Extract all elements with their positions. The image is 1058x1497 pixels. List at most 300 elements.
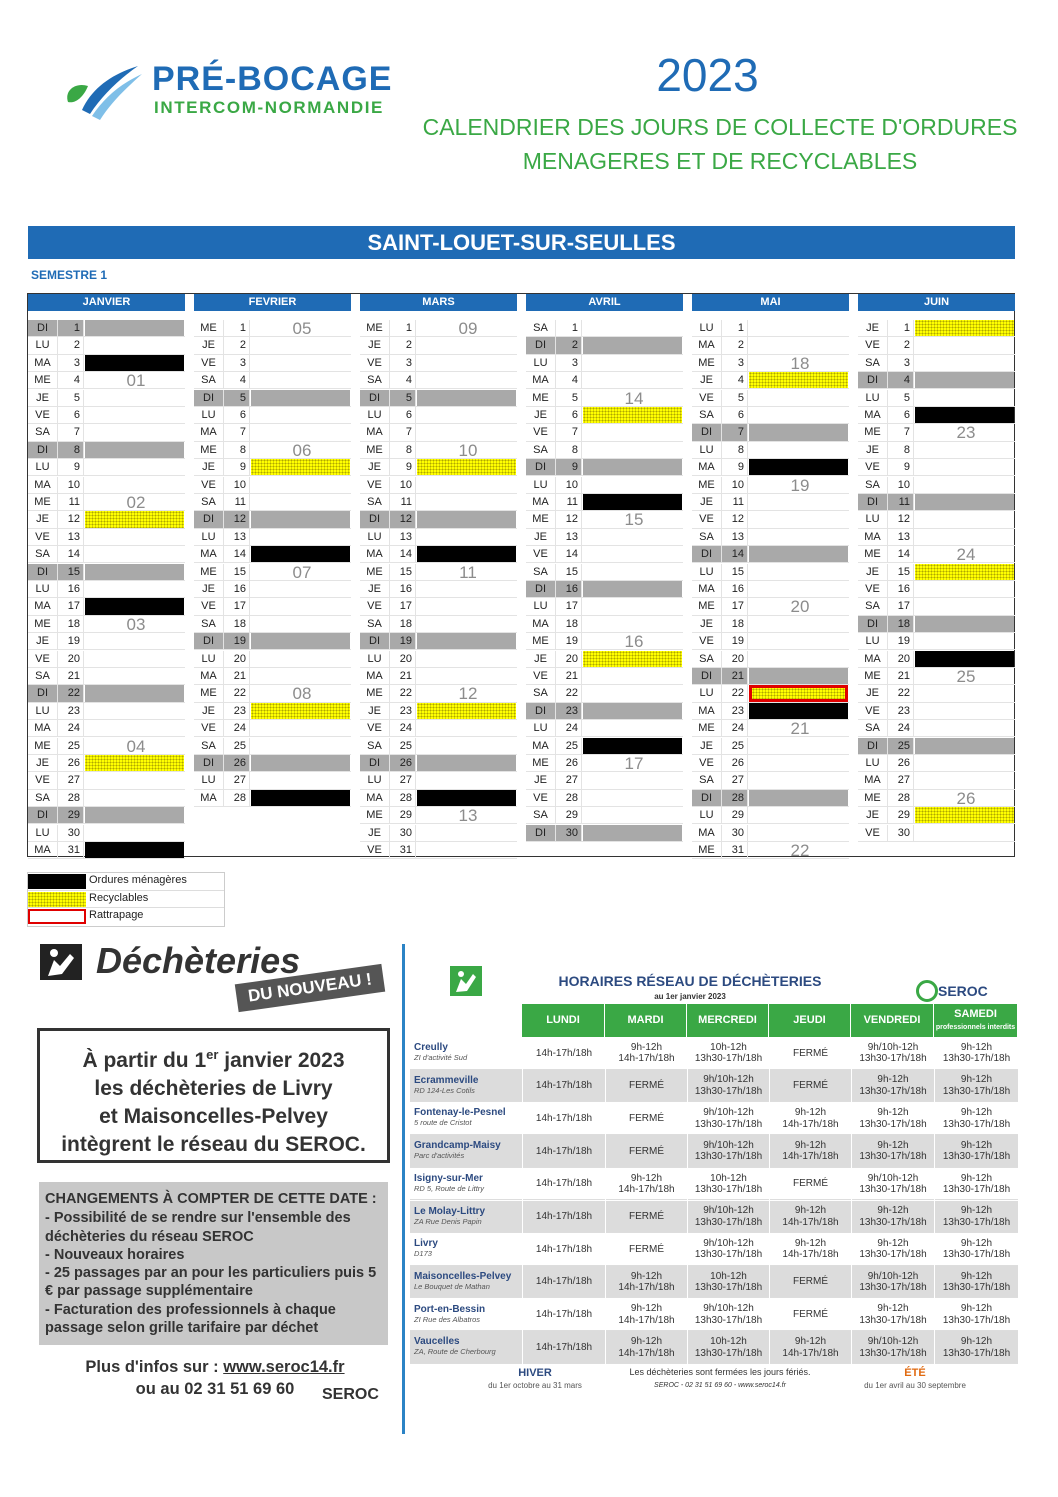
day-number: 20 — [390, 651, 416, 667]
legend-label: Rattrapage — [89, 909, 144, 921]
day-name: DI — [28, 442, 58, 458]
collection-slot — [749, 372, 848, 388]
collection-slot — [417, 424, 516, 440]
collection-slot — [583, 442, 682, 458]
changes-heading: CHANGEMENTS À COMPTER DE CETTE DATE : — [45, 1191, 377, 1207]
opening-hours-cell: 9h/10h-12h 13h30-17h/18h — [687, 1201, 769, 1234]
day-number: 9 — [224, 459, 250, 475]
day-number: 31 — [390, 842, 416, 858]
day-name: DI — [692, 668, 722, 684]
calendar-day — [194, 529, 351, 546]
month-header: JANVIER — [28, 294, 185, 311]
collection-slot — [583, 825, 682, 841]
opening-hours-cell: 9h-12h 14h-17h/18h — [605, 1037, 687, 1070]
opening-hours-cell: 9h-12h 13h30-17h/18h — [934, 1266, 1018, 1299]
calendar-day — [526, 477, 683, 494]
site-cell — [414, 1304, 522, 1324]
calendar-day — [194, 477, 351, 494]
calendar-day — [194, 494, 351, 511]
calendar-day — [28, 337, 185, 354]
collection-slot — [749, 703, 848, 719]
day-number: 30 — [722, 825, 748, 841]
calendar-day — [692, 424, 849, 441]
day-number: 16 — [224, 581, 250, 597]
legend-label: Recyclables — [89, 891, 149, 904]
calendar-day — [858, 564, 1015, 581]
day-name: ME — [692, 598, 722, 614]
day-number: 21 — [722, 668, 748, 684]
day-number: 12 — [390, 511, 416, 527]
calendar-day — [692, 511, 849, 528]
day-number: 20 — [58, 651, 84, 667]
day-number: 2 — [390, 337, 416, 353]
calendar-day — [28, 546, 185, 563]
day-name: VE — [28, 651, 58, 667]
day-number: 17 — [888, 598, 914, 614]
day-number: 22 — [390, 685, 416, 701]
day-name: VE — [858, 459, 888, 475]
page-title-line-2: MENAGERES ET DE RECYCLABLES — [522, 148, 918, 174]
day-name: JE — [858, 442, 888, 458]
site-address: 5 route de Cristot — [414, 1118, 472, 1128]
opening-hours-cell: 9h-12h 14h-17h/18h — [769, 1331, 851, 1364]
day-name: LU — [526, 355, 556, 371]
calendar-day — [28, 355, 185, 372]
day-number: 23 — [888, 703, 914, 719]
day-name: SA — [526, 807, 556, 823]
day-name: ME — [858, 424, 888, 440]
collection-slot — [251, 511, 350, 527]
day-number: 28 — [888, 790, 914, 806]
collection-slot — [85, 790, 184, 806]
collection-slot — [583, 720, 682, 736]
site-name: Creully — [414, 1042, 448, 1053]
collection-slot — [583, 807, 682, 823]
calendar-day — [28, 807, 185, 824]
day-name: ME — [28, 738, 58, 754]
site-address: ZA Rue Denis Papin — [414, 1216, 482, 1226]
day-number: 11 — [390, 494, 416, 510]
site-name: Fontenay-le-Pesnel — [414, 1107, 506, 1119]
collection-slot — [85, 842, 184, 858]
opening-hours-cell: 10h-12h 13h30-17h/18h — [687, 1266, 769, 1299]
day-number: 25 — [224, 738, 250, 754]
collection-slot — [749, 337, 848, 353]
calendar-day — [194, 616, 351, 633]
week-number: 25 — [956, 667, 976, 686]
day-number: 16 — [888, 581, 914, 597]
calendar-day — [360, 842, 517, 859]
opening-hours-cell: 9h/10h-12h 13h30-17h/18h — [687, 1299, 769, 1332]
day-name: DI — [28, 564, 58, 580]
legend-item — [28, 908, 224, 926]
day-number: 16 — [58, 581, 84, 597]
calendar-day — [28, 703, 185, 720]
calendar-day — [526, 529, 683, 546]
calendar-day — [526, 442, 683, 459]
day-number: 23 — [58, 703, 84, 719]
day-number: 8 — [888, 442, 914, 458]
day-name: VE — [858, 825, 888, 841]
calendar-day — [526, 320, 683, 337]
calendar-day — [526, 703, 683, 720]
day-name: LU — [692, 564, 722, 580]
day-number: 26 — [722, 755, 748, 771]
day-name: MA — [360, 546, 390, 562]
day-number: 14 — [58, 546, 84, 562]
site-address: RD 124-Les Cotils — [414, 1085, 475, 1095]
week-number: 23 — [956, 423, 976, 443]
calendar-day — [858, 494, 1015, 511]
calendar-day — [28, 633, 185, 650]
day-name: MA — [194, 790, 224, 806]
opening-hours-cell: FERMÉ — [769, 1266, 851, 1299]
day-number: 31 — [722, 842, 748, 858]
calendar-day — [194, 668, 351, 685]
collection-slot — [749, 546, 848, 562]
collection-slot — [749, 633, 848, 649]
day-number: 6 — [556, 407, 582, 423]
opening-hours-cell: 9h/10h-12h 13h30-17h/18h — [851, 1331, 934, 1364]
calendar-day — [360, 598, 517, 615]
collection-slot — [251, 651, 350, 667]
calendar-day — [858, 407, 1015, 424]
day-name: MA — [692, 337, 722, 353]
calendar-day — [360, 494, 517, 511]
day-number: 19 — [58, 633, 84, 649]
collection-slot — [583, 651, 682, 667]
day-name: JE — [360, 825, 390, 841]
day-number: 6 — [224, 407, 250, 423]
day-number: 5 — [888, 390, 914, 406]
site-name: Le Molay-Littry — [414, 1205, 486, 1217]
site-name: Grandcamp-Maisy — [414, 1140, 501, 1152]
day-number: 7 — [390, 424, 416, 440]
collection-slot — [915, 720, 1014, 736]
calendar-day — [360, 790, 517, 807]
day-number: 28 — [58, 790, 84, 806]
table-row — [410, 1102, 1018, 1135]
collection-slot — [915, 390, 1014, 406]
calendar-day — [526, 616, 683, 633]
day-name: DI — [194, 755, 224, 771]
opening-hours-cell: 14h-17h/18h — [522, 1070, 605, 1103]
calendar-day — [526, 807, 683, 824]
day-name: MA — [28, 842, 58, 858]
opening-hours-cell: FERMÉ — [769, 1037, 851, 1070]
collection-slot — [583, 790, 682, 806]
calendar-day — [692, 372, 849, 389]
day-name: LU — [858, 390, 888, 406]
day-number: 5 — [224, 390, 250, 406]
day-number: 10 — [58, 477, 84, 493]
month-header: FEVRIER — [194, 294, 351, 311]
day-number: 7 — [722, 424, 748, 440]
notice-line-4: intègrent le réseau du SEROC. — [61, 1133, 366, 1156]
site-cell — [414, 1336, 522, 1356]
calendar-day — [360, 372, 517, 389]
day-name: VE — [28, 529, 58, 545]
day-number: 2 — [722, 337, 748, 353]
day-name: SA — [360, 616, 390, 632]
day-name: MA — [28, 720, 58, 736]
section-divider — [402, 944, 405, 1434]
day-name: JE — [526, 651, 556, 667]
day-number: 24 — [556, 720, 582, 736]
site-cell — [414, 1107, 522, 1127]
day-number: 24 — [390, 720, 416, 736]
day-name: JE — [28, 511, 58, 527]
day-number: 15 — [390, 564, 416, 580]
calendar-day — [526, 459, 683, 476]
day-name: JE — [360, 337, 390, 353]
seroc-link[interactable]: www.seroc14.fr — [223, 1358, 345, 1376]
day-number: 19 — [888, 633, 914, 649]
calendar-day — [360, 668, 517, 685]
day-name: SA — [526, 320, 556, 336]
day-number: 4 — [390, 372, 416, 388]
table-row — [410, 1135, 1018, 1168]
day-number: 2 — [58, 337, 84, 353]
opening-hours-cell: 9h-12h 13h30-17h/18h — [934, 1201, 1018, 1234]
site-cell — [414, 1075, 522, 1095]
day-name: DI — [360, 755, 390, 771]
collection-slot — [251, 738, 350, 754]
day-number: 27 — [556, 772, 582, 788]
decheteries-title: Déchèteries — [96, 940, 301, 981]
collection-slot — [915, 372, 1014, 388]
day-name: MA — [28, 477, 58, 493]
day-number: 23 — [224, 703, 250, 719]
day-number: 22 — [58, 685, 84, 701]
collection-slot — [417, 703, 516, 719]
week-number: 20 — [790, 597, 810, 617]
calendar-day — [692, 738, 849, 755]
day-number: 25 — [722, 738, 748, 754]
day-name: LU — [526, 598, 556, 614]
calendar-day — [526, 685, 683, 702]
week-number: 21 — [790, 719, 810, 739]
day-number: 4 — [224, 372, 250, 388]
calendar-day — [858, 807, 1015, 824]
day-name: MA — [858, 529, 888, 545]
day-name: DI — [858, 738, 888, 754]
collection-slot — [417, 616, 516, 632]
holiday-contact: SEROC - 02 31 51 69 60 - www.seroc14.fr — [654, 1382, 786, 1389]
collection-slot — [85, 581, 184, 597]
collection-slot — [915, 703, 1014, 719]
calendar-day — [28, 598, 185, 615]
week-number: 05 — [292, 319, 312, 338]
collection-slot — [583, 529, 682, 545]
day-number: 10 — [390, 477, 416, 493]
calendar-day — [28, 685, 185, 702]
calendar-day — [692, 772, 849, 789]
change-item: - Nouveaux horaires — [45, 1246, 185, 1263]
collection-slot — [915, 807, 1014, 823]
calendar-day — [28, 581, 185, 598]
legend-label: Ordures ménagères — [89, 874, 187, 886]
notice-line-2: les déchèteries de Livry — [94, 1077, 333, 1100]
day-number: 10 — [224, 477, 250, 493]
day-number: 26 — [390, 755, 416, 771]
opening-hours-cell: 9h/10h-12h 13h30-17h/18h — [851, 1266, 934, 1299]
day-number: 25 — [888, 738, 914, 754]
collection-slot — [915, 337, 1014, 353]
change-item: - 25 passages par an pour les particuliers puis 5 € par passage supplémentaire — [45, 1265, 377, 1300]
day-number: 22 — [722, 685, 748, 701]
collection-slot — [85, 598, 184, 614]
day-name: JE — [858, 564, 888, 580]
day-number: 10 — [888, 477, 914, 493]
calendar-day — [692, 685, 849, 702]
opening-hours-cell: FERMÉ — [605, 1070, 687, 1103]
collection-slot — [583, 477, 682, 493]
opening-hours-cell: 9h-12h 13h30-17h/18h — [934, 1070, 1018, 1103]
calendar-day — [360, 772, 517, 789]
day-name: ME — [526, 755, 556, 771]
day-name: JE — [526, 529, 556, 545]
calendar-day — [28, 842, 185, 859]
day-name: LU — [28, 337, 58, 353]
day-number: 9 — [556, 459, 582, 475]
day-name: JE — [858, 807, 888, 823]
collection-slot — [417, 355, 516, 371]
calendar-day — [360, 755, 517, 772]
calendar-day — [526, 372, 683, 389]
month-juin — [858, 294, 1015, 856]
recycling-person-icon — [450, 966, 482, 996]
calendar-day — [692, 390, 849, 407]
day-number: 19 — [556, 633, 582, 649]
collection-slot — [583, 459, 682, 475]
collection-slot — [749, 755, 848, 771]
opening-hours-cell: FERMÉ — [605, 1102, 687, 1135]
calendar-day — [194, 424, 351, 441]
logo-name: PRÉ-BOCAGE — [152, 60, 393, 98]
collection-slot — [417, 581, 516, 597]
calendar-day — [692, 790, 849, 807]
collection-slot — [749, 790, 848, 806]
day-name: DI — [360, 633, 390, 649]
day-number: 27 — [224, 772, 250, 788]
day-number: 29 — [888, 807, 914, 823]
collection-slot — [915, 407, 1014, 423]
collection-slot — [749, 564, 848, 580]
collection-slot — [915, 825, 1014, 841]
calendar-day — [526, 598, 683, 615]
calendar-day — [194, 738, 351, 755]
day-name: DI — [194, 633, 224, 649]
day-number: 17 — [722, 598, 748, 614]
day-number: 27 — [722, 772, 748, 788]
collection-slot — [251, 390, 350, 406]
opening-hours-cell: 10h-12h 13h30-17h/18h — [687, 1331, 769, 1364]
day-name: MA — [194, 424, 224, 440]
day-name: LU — [692, 685, 722, 701]
day-number: 28 — [224, 790, 250, 806]
schedule-day-header: LUNDI — [522, 1004, 605, 1037]
calendar-day — [526, 790, 683, 807]
day-number: 9 — [390, 459, 416, 475]
collection-slot — [749, 529, 848, 545]
day-name: VE — [526, 546, 556, 562]
calendar-day — [526, 668, 683, 685]
day-name: LU — [28, 703, 58, 719]
calendar-day — [526, 738, 683, 755]
schedule-day-header: VENDREDI — [851, 1004, 934, 1037]
collection-slot — [583, 337, 682, 353]
day-name: VE — [692, 633, 722, 649]
opening-hours-cell: FERMÉ — [769, 1299, 851, 1332]
opening-hours-cell: 10h-12h 13h30-17h/18h — [687, 1037, 769, 1070]
day-name: SA — [194, 372, 224, 388]
calendar-day — [28, 407, 185, 424]
collection-slot — [749, 390, 848, 406]
day-number: 18 — [224, 616, 250, 632]
calendar-day — [194, 390, 351, 407]
collection-slot — [85, 755, 184, 771]
day-name: ME — [692, 720, 722, 736]
day-number: 16 — [722, 581, 748, 597]
day-name: MA — [194, 668, 224, 684]
week-number: 10 — [458, 440, 478, 460]
calendar-day — [194, 372, 351, 389]
collection-slot — [583, 424, 682, 440]
day-number: 26 — [58, 755, 84, 771]
week-number: 06 — [292, 440, 312, 460]
collection-slot — [915, 529, 1014, 545]
day-number: 27 — [888, 772, 914, 788]
calendar-day — [692, 668, 849, 685]
schedule-subtitle: au 1er janvier 2023 — [654, 992, 726, 1001]
day-name: DI — [360, 390, 390, 406]
collection-slot — [417, 372, 516, 388]
day-number: 10 — [556, 477, 582, 493]
day-name: DI — [692, 790, 722, 806]
day-number: 24 — [888, 720, 914, 736]
day-number: 2 — [224, 337, 250, 353]
calendar-day — [858, 651, 1015, 668]
collection-slot — [85, 511, 184, 527]
day-number: 8 — [224, 442, 250, 458]
day-number: 22 — [556, 685, 582, 701]
day-number: 15 — [224, 564, 250, 580]
collection-slot — [251, 407, 350, 423]
calendar-day — [858, 529, 1015, 546]
week-number: 07 — [292, 562, 312, 582]
day-name: LU — [692, 807, 722, 823]
collection-calendar — [27, 293, 1015, 860]
collection-slot — [583, 372, 682, 388]
calendar-day — [194, 598, 351, 615]
calendar-day — [692, 407, 849, 424]
day-number: 3 — [888, 355, 914, 371]
opening-hours-cell: 14h-17h/18h — [522, 1102, 605, 1135]
collection-slot — [749, 807, 848, 823]
site-cell — [414, 1238, 522, 1258]
day-name: VE — [360, 355, 390, 371]
collection-slot — [85, 564, 184, 580]
day-name: LU — [28, 825, 58, 841]
collection-slot — [417, 668, 516, 684]
day-number: 1 — [888, 320, 914, 336]
day-name: DI — [526, 581, 556, 597]
seroc-ring-icon — [916, 980, 938, 1002]
day-name: JE — [526, 407, 556, 423]
collection-slot — [251, 755, 350, 771]
calendar-day — [526, 651, 683, 668]
